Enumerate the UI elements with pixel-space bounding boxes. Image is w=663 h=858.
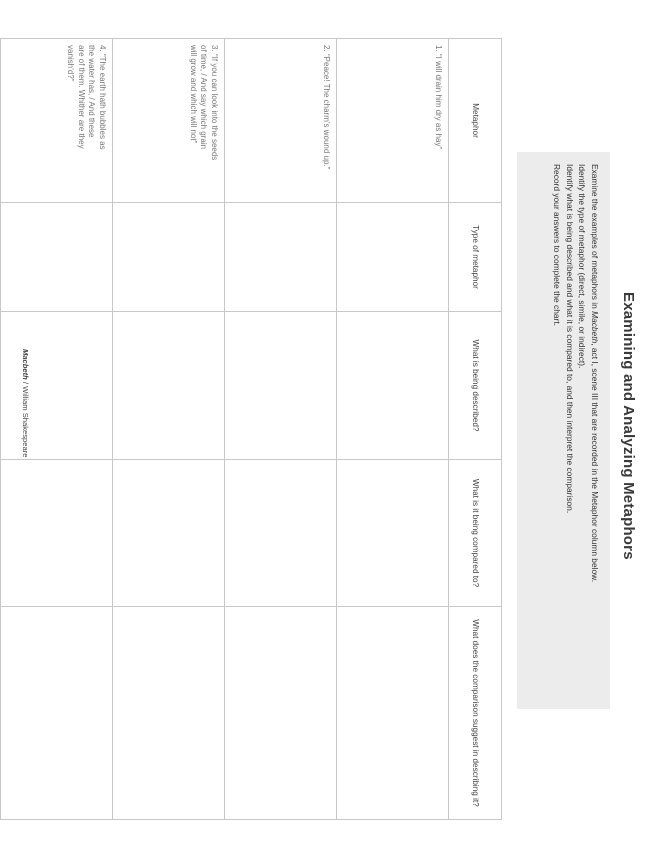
- metaphor-line: the water has, / And these: [87, 45, 97, 138]
- compared-answer-cell[interactable]: [337, 460, 449, 607]
- header-described: What is being described?: [449, 312, 502, 460]
- metaphor-line: “If you can look into the seeds: [210, 54, 219, 161]
- table-row: [113, 39, 225, 820]
- metaphor-cell: [225, 39, 337, 203]
- row-number: 4.: [98, 45, 107, 52]
- row-number: 3.: [210, 45, 219, 52]
- metaphor-line: vanish’d?”: [66, 45, 76, 82]
- metaphor-line: “I will drain him dry as hay”: [434, 54, 443, 150]
- footer-work-title: Macbeth: [21, 349, 30, 380]
- metaphor-line: are of them. Whither are they: [77, 45, 86, 149]
- suggestion-answer-cell[interactable]: [1, 607, 113, 820]
- type-answer-cell[interactable]: [1, 203, 113, 312]
- described-answer-cell[interactable]: [225, 312, 337, 460]
- instructions-box: [517, 152, 610, 709]
- compared-answer-cell[interactable]: [113, 460, 225, 607]
- suggestion-answer-cell[interactable]: [225, 607, 337, 820]
- metaphor-cell: [1, 39, 113, 203]
- metaphor-cell: [337, 39, 449, 203]
- footer-author: / William Shakespeare: [21, 379, 30, 458]
- page-title: Examining and Analyzing Metaphors: [620, 292, 637, 560]
- metaphor-line: of time, / And say which grain: [199, 45, 209, 150]
- header-metaphor: Metaphor: [449, 39, 502, 203]
- metaphor-line: “Peace! The charm’s wound up.”: [322, 54, 331, 170]
- row-number: 1.: [434, 45, 443, 52]
- header-compared-to: What is it being compared to?: [449, 460, 502, 607]
- table-row: [225, 39, 337, 820]
- metaphor-line: “The earth hath bubbles as: [98, 54, 107, 150]
- instruction-line-2: Identify the type of metaphor (direct, simile, or indirect).: [577, 164, 588, 369]
- described-answer-cell[interactable]: [1, 312, 113, 460]
- table-row: [337, 39, 449, 820]
- instruction-line-3: Identify what is being described and what it is compared to, and then interpret the comparison.: [564, 164, 575, 514]
- suggestion-answer-cell[interactable]: [113, 607, 225, 820]
- metaphor-chart: [0, 38, 502, 820]
- table-row: [1, 39, 113, 820]
- type-answer-cell[interactable]: [113, 203, 225, 312]
- compared-answer-cell[interactable]: [225, 460, 337, 607]
- header-suggestion: What does the comparison suggest in describing it?: [449, 607, 502, 820]
- metaphor-line: will grow and which will not”: [189, 45, 198, 144]
- suggestion-answer-cell[interactable]: [337, 607, 449, 820]
- type-answer-cell[interactable]: [225, 203, 337, 312]
- described-answer-cell[interactable]: [337, 312, 449, 460]
- row-number: 2.: [322, 45, 331, 52]
- footer-credit: [21, 349, 30, 457]
- header-type: Type of metaphor: [449, 203, 502, 312]
- instruction-line-1: Examine the examples of metaphors in Macbeth, act I, scene III that are recorded in the Metaphor column below.: [590, 164, 600, 583]
- instruction-line-4: Record your answers to complete the chart.: [552, 164, 563, 326]
- metaphor-cell: [113, 39, 225, 203]
- described-answer-cell[interactable]: [113, 312, 225, 460]
- header-row: [449, 39, 502, 820]
- compared-answer-cell[interactable]: [1, 460, 113, 607]
- type-answer-cell[interactable]: [337, 203, 449, 312]
- work-title-italic: Macbeth: [590, 311, 600, 344]
